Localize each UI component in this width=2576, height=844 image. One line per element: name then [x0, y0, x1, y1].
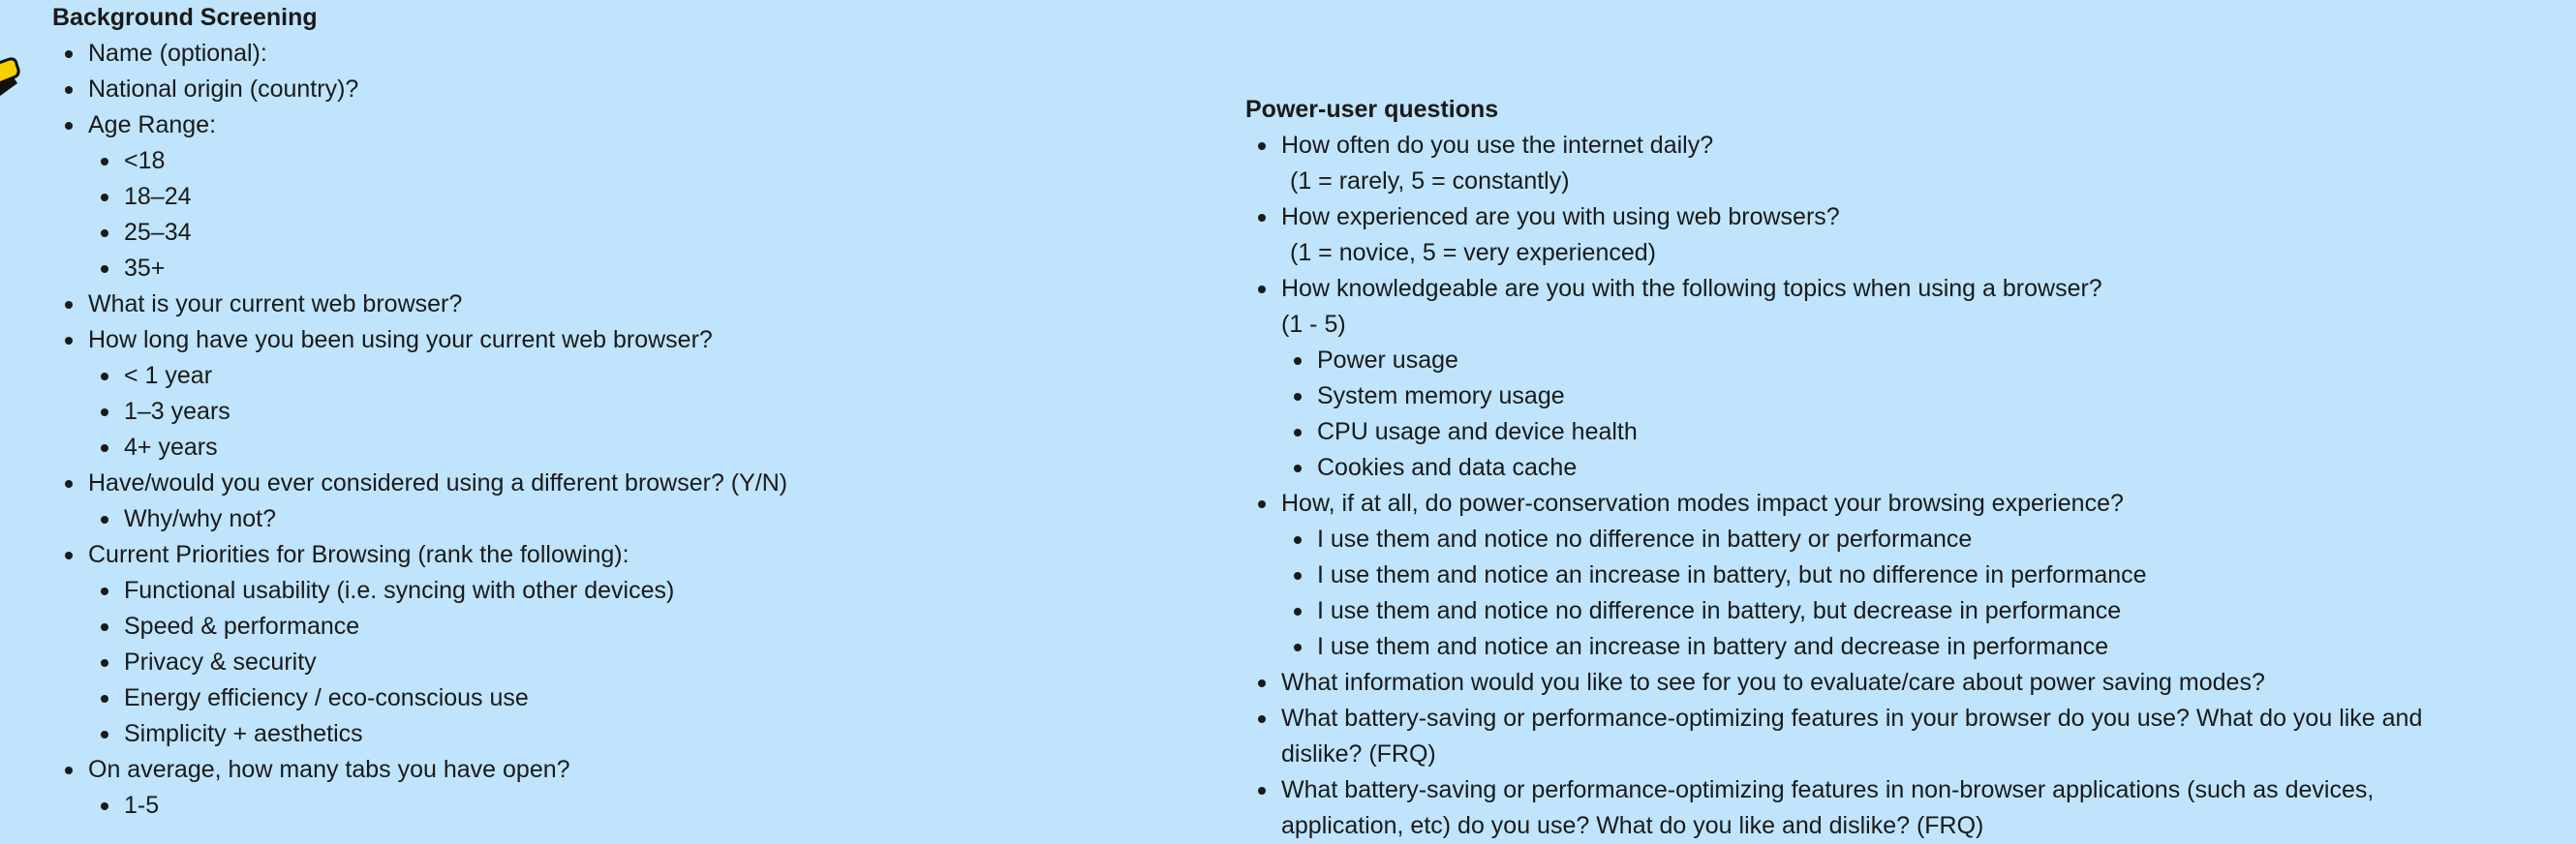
option-text: Cookies and data cache	[1317, 454, 1578, 481]
answer-option	[52, 143, 1195, 179]
question-text: How, if at all, do power-conservation modes impact your browsing experience?	[1281, 490, 2124, 517]
question-item	[52, 286, 1195, 322]
answer-option	[52, 215, 1195, 251]
option-text: Power usage	[1317, 347, 1458, 374]
question-text: What information would you like to see for you to evaluate/care about power saving modes?	[1281, 669, 2265, 696]
answer-option	[52, 609, 1195, 645]
question-text: How experienced are you with using web browsers?	[1281, 203, 1840, 230]
answer-option	[52, 251, 1195, 286]
answer-option	[1245, 522, 2495, 558]
answer-option	[52, 788, 1195, 824]
option-text: 4+ years	[124, 434, 218, 461]
pencil-icon[interactable]	[0, 56, 23, 106]
option-text: <18	[124, 147, 166, 174]
option-text: Functional usability (i.e. syncing with other devices)	[124, 577, 675, 604]
answer-option	[1245, 378, 2495, 414]
section-heading: Background Screening	[52, 4, 318, 31]
answer-option	[1245, 450, 2495, 486]
question-text: How often do you use the internet daily?	[1281, 132, 1714, 159]
question-item	[52, 537, 1195, 573]
answer-option	[52, 716, 1195, 752]
answer-option	[52, 394, 1195, 430]
question-text: What is your current web browser?	[88, 290, 463, 317]
answer-option	[1245, 629, 2495, 665]
question-text: How knowledgeable are you with the following topics when using a browser?	[1281, 275, 2102, 302]
option-text: Privacy & security	[124, 648, 317, 676]
option-text: System memory usage	[1317, 382, 1565, 409]
question-text: On average, how many tabs you have open?	[88, 756, 570, 783]
answer-option	[52, 501, 1195, 537]
option-text: I use them and notice an increase in battery, but no difference in performance	[1317, 561, 2147, 588]
answer-option	[52, 573, 1195, 609]
question-text: Have/would you ever considered using a different browser? (Y/N)	[88, 469, 788, 497]
question-item	[1245, 486, 2495, 522]
option-text: Speed & performance	[124, 613, 360, 640]
option-text: I use them and notice no difference in battery or performance	[1317, 526, 1973, 553]
answer-option	[1245, 343, 2495, 378]
option-text: I use them and notice no difference in battery, but decrease in performance	[1317, 597, 2122, 624]
question-subtext: (1 = rarely, 5 = constantly)	[1290, 167, 1570, 195]
answer-option	[52, 179, 1195, 215]
question-subtext: application, etc) do you use? What do you like and dislike? (FRQ)	[1281, 812, 1984, 839]
question-item	[52, 752, 1195, 788]
question-text: How long have you been using your current web browser?	[88, 326, 713, 353]
option-text: CPU usage and device health	[1317, 418, 1638, 445]
option-text: 1–3 years	[124, 398, 230, 425]
option-text: 35+	[124, 255, 166, 282]
question-text: Name (optional):	[88, 40, 267, 67]
question-item	[52, 72, 1195, 107]
power-user-section	[1245, 92, 2495, 844]
question-item	[1245, 665, 2495, 701]
option-text: < 1 year	[124, 362, 213, 389]
answer-option	[52, 430, 1195, 466]
question-text: Age Range:	[88, 111, 217, 138]
question-text: National origin (country)?	[88, 75, 359, 103]
option-text: 18–24	[124, 183, 192, 210]
option-text: 1-5	[124, 792, 160, 819]
option-text: 25–34	[124, 219, 192, 246]
question-item	[1245, 199, 2495, 271]
question-item	[52, 107, 1195, 143]
question-text: Current Priorities for Browsing (rank the following):	[88, 541, 629, 568]
option-text: Simplicity + aesthetics	[124, 720, 363, 747]
question-item	[1245, 701, 2495, 772]
question-item	[1245, 271, 2495, 343]
background-screening-section	[52, 0, 1195, 824]
question-item	[1245, 772, 2495, 844]
answer-option	[1245, 414, 2495, 450]
answer-option	[52, 680, 1195, 716]
question-item	[1245, 128, 2495, 199]
answer-option	[52, 358, 1195, 394]
option-text: Energy efficiency / eco-conscious use	[124, 684, 529, 711]
question-item	[52, 322, 1195, 358]
answer-option	[1245, 558, 2495, 593]
answer-option	[1245, 593, 2495, 629]
question-text: What battery-saving or performance-optimizing features in your browser do you use? What do you like and	[1281, 705, 2423, 732]
option-text: Why/why not?	[124, 505, 277, 532]
question-subtext: (1 - 5)	[1281, 311, 1346, 338]
answer-option	[52, 645, 1195, 680]
question-list	[52, 36, 1195, 824]
question-list	[1245, 128, 2495, 844]
question-subtext: dislike? (FRQ)	[1281, 740, 1436, 768]
question-text: What battery-saving or performance-optimizing features in non-browser applications (such as devices,	[1281, 776, 2375, 803]
question-subtext: (1 = novice, 5 = very experienced)	[1290, 239, 1656, 266]
question-item	[52, 466, 1195, 501]
section-heading: Power-user questions	[1245, 96, 1499, 123]
question-item	[52, 36, 1195, 72]
option-text: I use them and notice an increase in battery and decrease in performance	[1317, 633, 2109, 660]
